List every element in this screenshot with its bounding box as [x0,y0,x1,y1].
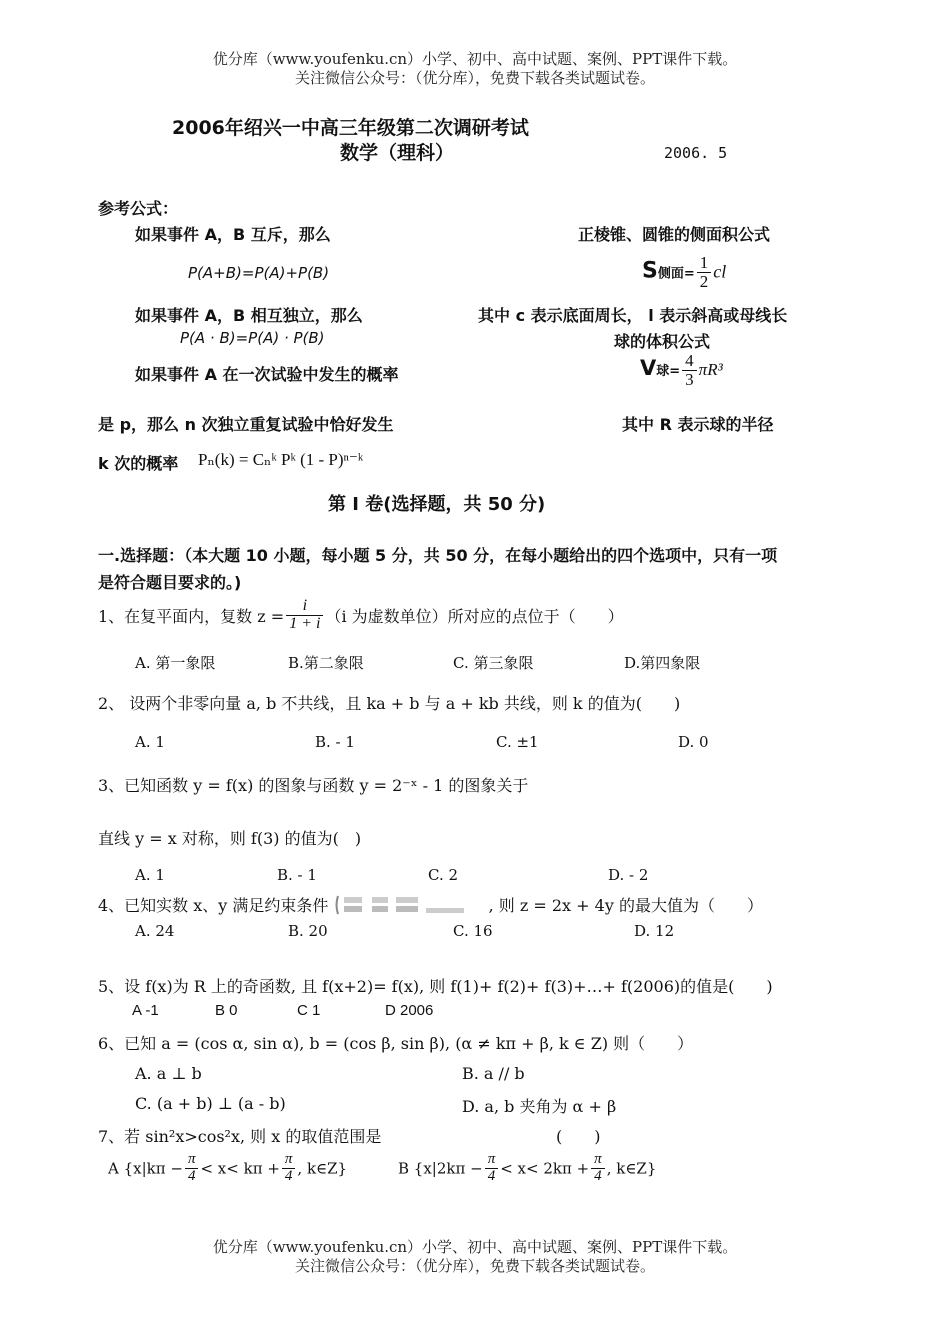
exam-title: 2006年绍兴一中高三年级第二次调研考试 [172,117,529,139]
q7-b-pre: B {x|2kπ − [398,1159,483,1178]
formula-mutex: P(A+B)=P(A)+P(B) [188,264,330,282]
formula-s-num: 1 [697,254,712,273]
q7-option-b[interactable] [398,1152,656,1185]
q6-option-a[interactable]: A. a ⊥ b [135,1064,202,1083]
formula-s-tail: cl [713,261,727,282]
q1-option-a[interactable]: A. 第一象限 [135,654,216,672]
q6-option-c[interactable]: C. (a + b) ⊥ (a - b) [135,1094,286,1113]
q3-option-c[interactable]: C. 2 [428,866,459,884]
q2-option-a[interactable]: A. 1 [135,733,165,751]
formulas-heading: 参考公式： [98,199,179,218]
question-3-line-2: 直线 y = x 对称，则 f(3) 的值为( ) [98,829,362,848]
q4-stem-pre: 4、已知实数 x、y 满足约束条件 [98,896,329,915]
q7-a-frac1-num: π [185,1152,199,1169]
q6-option-b[interactable]: B. a // b [462,1064,525,1083]
q1-option-b[interactable]: B.第二象限 [288,654,364,672]
q4-option-a[interactable]: A. 24 [135,922,175,940]
formula-sphere-volume [640,352,723,389]
formula-binomial-label-2: k 次的概率 [98,454,179,473]
header-line-1: 优分库（www.youfenku.cn）小学、初中、高中试题、案例、PPT课件下载。 [212,50,738,68]
formula-lateral-area-note: 其中 c 表示底面周长， l 表示斜高或母线长 [478,306,788,325]
q7-answer-paren: ( ) [556,1127,601,1146]
formula-binomial: Pₙ(k) = Cₙᵏ Pᵏ (1 - P)ⁿ⁻ᵏ [198,450,364,469]
formula-binomial-label: 是 p，那么 n 次独立重复试验中恰好发生 [98,415,394,434]
q7-b-frac2-den: 4 [594,1167,602,1184]
formula-independent-label: 如果事件 A，B 相互独立，那么 [135,306,363,325]
q7-a-frac2-den: 4 [284,1167,293,1184]
q5-option-c[interactable]: C 1 [297,1002,321,1019]
formula-lateral-area [642,254,726,291]
question-3-line-1: 3、已知函数 y = f(x) 的图象与函数 y = 2⁻ˣ - 1 的图象关于 [98,776,529,795]
q7-b-frac1-den: 4 [487,1167,496,1184]
q7-b-mid: < x< 2kπ + [500,1159,590,1178]
section-title: 第 I 卷(选择题，共 50 分) [328,494,546,515]
formula-sphere-radius-note: 其中 R 表示球的半径 [622,415,774,434]
q7-option-a[interactable] [108,1152,347,1185]
q4-option-c[interactable]: C. 16 [453,922,493,940]
formula-lateral-area-label: 正棱锥、圆锥的侧面积公式 [578,225,771,244]
question-2: 2、 设两个非零向量 a, b 不共线，且 ka + b 与 a + kb 共线，则 k 的值为( ) [98,694,681,713]
question-7: 7、若 sin²x>cos²x, 则 x 的取值范围是 [98,1127,382,1146]
q1-frac-den: 1 + i [289,614,321,632]
formula-s-den: 2 [699,271,709,291]
q4-option-d[interactable]: D. 12 [634,922,675,940]
q5-option-d[interactable]: D 2006 [385,1002,434,1019]
q4-option-b[interactable]: B. 20 [288,922,328,940]
formula-s-symbol: S [642,258,658,284]
q4-stem-post: , 则 z = 2x + 4y 的最大值为（ ） [488,896,763,915]
section-instruction-1: 一.选择题：（本大题 10 小题，每小题 5 分，共 50 分，在每小题给出的四个选项中，只有一项 [98,546,778,565]
q3-option-d[interactable]: D. - 2 [608,866,649,884]
footer-line-1: 优分库（www.youfenku.cn）小学、初中、高中试题、案例、PPT课件下载。 [212,1238,738,1256]
q1-stem-post: （i 为虚数单位）所对应的点位于（ ） [325,606,624,626]
q3-option-a[interactable]: A. 1 [135,866,165,884]
formula-v-num: 4 [682,352,697,371]
formula-sphere-volume-label: 球的体积公式 [614,332,711,351]
question-5: 5、设 f(x)为 R 上的奇函数, 且 f(x+2)= f(x), 则 f(1)+ f(2)+ f(3)+…+ f(2006)的值是( ) [98,977,773,996]
q7-b-frac2-num: π [591,1152,605,1169]
q2-option-d[interactable]: D. 0 [678,733,709,751]
q7-a-pre: A {x|kπ − [108,1159,183,1178]
q2-option-c[interactable]: C. ±1 [496,733,539,751]
q1-stem-pre: 1、在复平面内，复数 z = [98,606,285,626]
q5-option-b[interactable]: B 0 [215,1002,238,1019]
exam-date: 2006. 5 [664,144,728,162]
formula-s-sub: 侧面= [657,266,695,282]
question-1 [98,598,624,633]
formula-independent: P(A · B)=P(A) · P(B) [180,329,325,347]
q2-option-b[interactable]: B. - 1 [315,733,355,751]
q3-option-b[interactable]: B. - 1 [277,866,317,884]
exam-subtitle: 数学（理科） [340,142,455,164]
formula-v-den: 3 [685,369,694,389]
q6-option-d[interactable]: D. a, b 夹角为 α + β [462,1097,617,1116]
q7-a-frac2-num: π [282,1152,296,1169]
q1-option-d[interactable]: D.第四象限 [624,654,701,672]
header-line-2: 关注微信公众号：（优分库），免费下载各类试题试卷。 [294,69,655,87]
formula-v-symbol: V [640,355,657,380]
formula-v-sub: 球= [656,363,681,379]
constraint-system-image [334,894,484,916]
q7-a-mid: < x< kπ + [200,1159,280,1178]
q5-option-a[interactable]: A -1 [132,1002,159,1019]
q7-a-frac1-den: 4 [187,1167,196,1184]
q1-option-c[interactable]: C. 第三象限 [453,654,534,672]
formula-mutex-label: 如果事件 A，B 互斥，那么 [135,225,331,244]
q7-a-post: , k∈Z} [297,1159,348,1178]
q7-b-post: , k∈Z} [606,1159,657,1178]
question-6: 6、已知 a = (cos α, sin α), b = (cos β, sin β), (α ≠ kπ + β, k ∈ Z) 则（ ） [98,1034,694,1053]
q7-b-frac1-num: π [485,1152,499,1169]
q1-frac-num: i [286,598,323,616]
section-instruction-2: 是符合题目要求的。) [98,573,242,592]
formula-probability-label: 如果事件 A 在一次试验中发生的概率 [135,365,399,384]
footer-line-2: 关注微信公众号：（优分库），免费下载各类试题试卷。 [294,1257,655,1275]
question-4 [98,893,763,916]
formula-v-tail: πR³ [698,359,723,379]
